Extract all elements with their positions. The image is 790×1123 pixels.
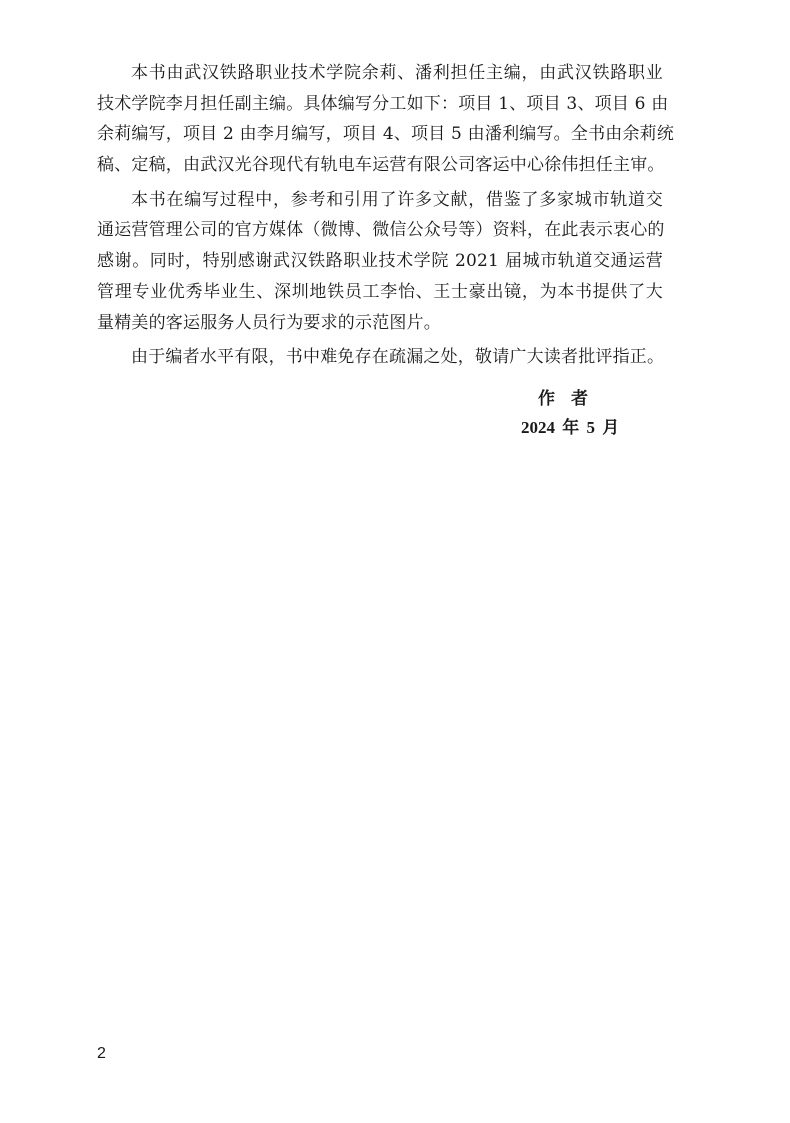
paragraph-acknowledgements bbox=[97, 185, 663, 338]
signature-date: 2024 年 5 月 bbox=[521, 418, 620, 437]
text-line: 稿、定稿，由武汉光谷现代有轨电车运营有限公司客运中心徐伟担任主审。 bbox=[97, 155, 665, 176]
text-line: 管理专业优秀毕业生、深圳地铁员工李怡、王士豪出镜，为本书提供了大 bbox=[97, 281, 663, 302]
text-line: 感谢。同时，特别感谢武汉铁路职业技术学院 2021 届城市轨道交通运营 bbox=[97, 251, 663, 272]
text-line: 通运营管理公司的官方媒体（微博、微信公众号等）资料，在此表示衷心的 bbox=[97, 220, 665, 241]
paragraph-editors bbox=[97, 58, 675, 181]
text-line: 本书在编写过程中，参考和引用了许多文献，借鉴了多家城市轨道交 bbox=[131, 189, 663, 210]
paragraph-closing bbox=[97, 342, 663, 373]
preface-body bbox=[97, 58, 675, 377]
text-line: 量精美的客运服务人员行为要求的示范图片。 bbox=[97, 312, 441, 333]
text-line: 技术学院李月担任副主编。具体编写分工如下：项目 1、项目 3、项目 6 由 bbox=[97, 93, 669, 114]
page-number: 2 bbox=[97, 1045, 106, 1062]
text-line: 本书由武汉铁路职业技术学院余莉、潘利担任主编，由武汉铁路职业 bbox=[131, 63, 663, 83]
text-line: 由于编者水平有限，书中难免存在疏漏之处，敬请广大读者批评指正。 bbox=[131, 347, 665, 368]
text-line: 余莉编写，项目 2 由李月编写，项目 4、项目 5 由潘利编写。全书由余莉统 bbox=[97, 124, 675, 145]
author-signature: 作者 bbox=[538, 389, 604, 409]
